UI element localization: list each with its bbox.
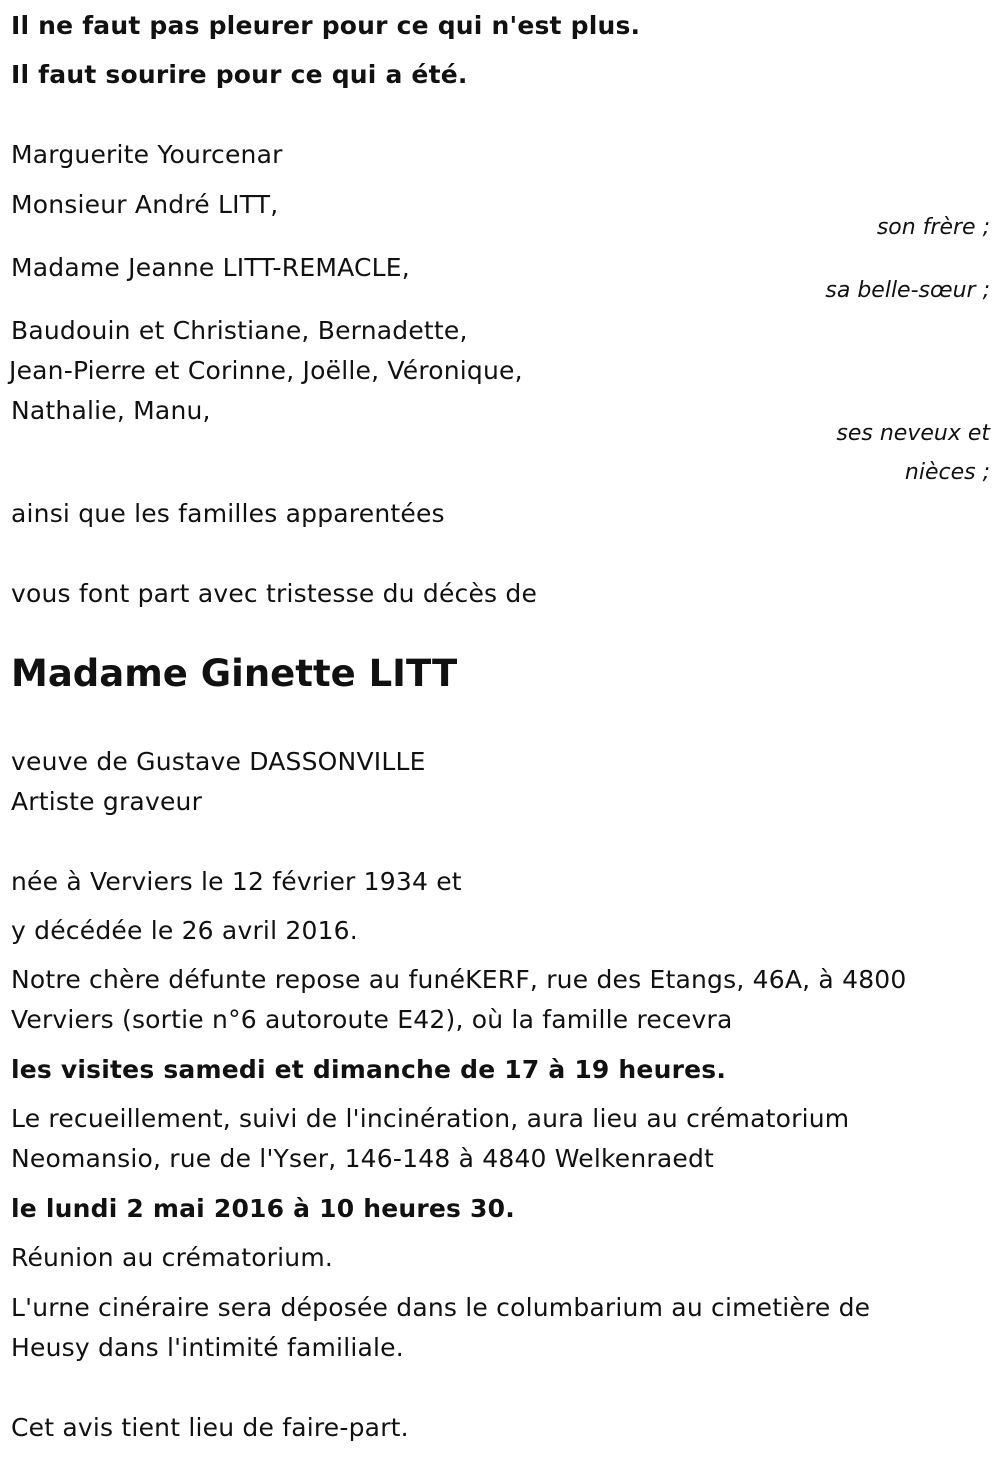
closing-line: Cet avis tient lieu de faire-part. [11, 1413, 409, 1442]
deceased-spouse: veuve de Gustave DASSONVILLE [11, 747, 426, 776]
brother-name: Monsieur André LITT, [11, 190, 279, 219]
ceremony-line-2: Neomansio, rue de l'Yser, 146-148 à 4840 Welkenraedt [11, 1144, 715, 1173]
urn-line-2: Heusy dans l'intimité familiale. [11, 1333, 404, 1362]
death-line: y décédée le 26 avril 2016. [11, 916, 358, 945]
sister-in-law-role: sa belle-sœur ; [825, 278, 990, 303]
nephews-line-2: Jean-Pierre et Corinne, Joëlle, Véronique, [9, 356, 523, 385]
related-families: ainsi que les familles apparentées [11, 499, 445, 528]
quote-line-2: Il faut sourire pour ce qui a été. [11, 60, 468, 89]
gathering-line: Réunion au crématorium. [11, 1243, 334, 1272]
nephews-role-line-1: ses neveux et [836, 421, 990, 446]
sister-in-law-name: Madame Jeanne LITT-REMACLE, [11, 253, 410, 282]
visits-line: les visites samedi et dimanche de 17 à 19 heures. [11, 1055, 727, 1084]
quote-line-1: Il ne faut pas pleurer pour ce qui n'est plus. [11, 11, 641, 40]
deceased-profession: Artiste graveur [11, 787, 203, 816]
brother-role: son frère ; [876, 215, 990, 240]
nephews-line-3: Nathalie, Manu, [11, 396, 211, 425]
ceremony-date: le lundi 2 mai 2016 à 10 heures 30. [11, 1194, 515, 1223]
repose-line-1: Notre chère défunte repose au funéKERF, rue des Etangs, 46A, à 4800 [11, 965, 907, 994]
announcement: vous font part avec tristesse du décès de [11, 579, 538, 608]
urn-line-1: L'urne cinéraire sera déposée dans le columbarium au cimetière de [11, 1293, 871, 1322]
repose-line-2: Verviers (sortie n°6 autoroute E42), où la famille recevra [11, 1005, 733, 1034]
ceremony-line-1: Le recueillement, suivi de l'incinération, aura lieu au crématorium [11, 1104, 850, 1133]
birth-line: née à Verviers le 12 février 1934 et [11, 867, 462, 896]
deceased-name: Madame Ginette LITT [11, 652, 458, 695]
nephews-line-1: Baudouin et Christiane, Bernadette, [11, 316, 468, 345]
nephews-role-line-2: nièces ; [904, 460, 990, 485]
quote-author: Marguerite Yourcenar [11, 140, 283, 169]
